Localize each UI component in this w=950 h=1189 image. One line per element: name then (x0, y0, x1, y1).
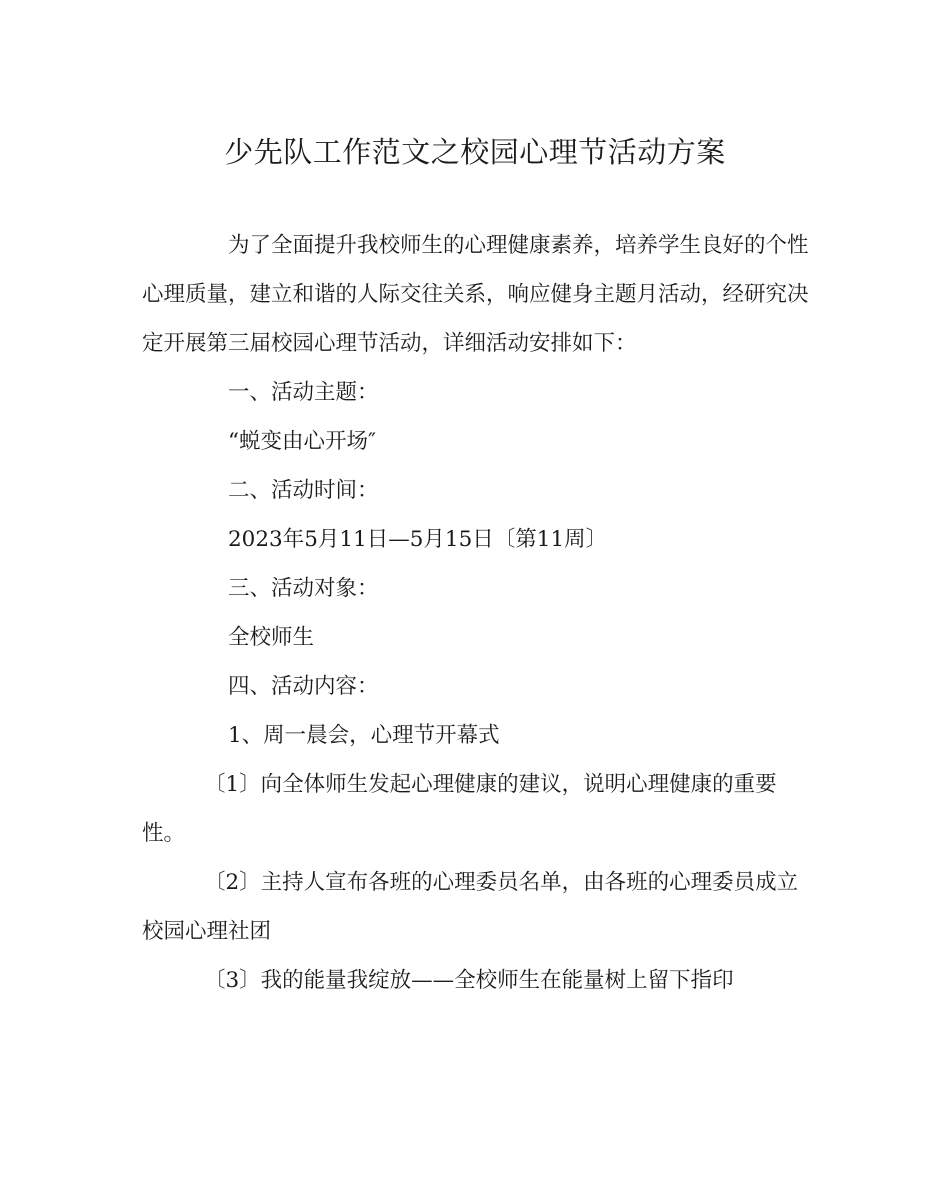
content-subitem-2: 〔2〕主持人宣布各班的心理委员名单，由各班的心理委员成立校园心理社团 (142, 870, 799, 944)
content-item-1: 1、周一晨会，心理节开幕式 (228, 723, 500, 748)
audience-text: 全校师生 (228, 625, 315, 650)
content-subitem-1: 〔1〕向全体师生发起心理健康的建议，说明心理健康的重要性。 (142, 772, 777, 846)
section-heading-content: 四、活动内容： (228, 674, 379, 699)
theme-text: “蜕变由心开场″ (228, 429, 377, 454)
content-subitem-3: 〔3〕我的能量我绽放——全校师生在能量树上留下指印 (204, 968, 734, 993)
section-heading-time: 二、活动时间： (228, 478, 379, 503)
intro-paragraph: 为了全面提升我校师生的心理健康素养，培养学生良好的个性心理质量，建立和谐的人际交往关系，响应健身主题月活动，经研究决定开展第三届校园心理节活动，详细活动安排如下： (142, 233, 809, 356)
section-heading-theme: 一、活动主题： (228, 380, 379, 405)
time-text: 2023年5月11日—5月15日〔第11周〕 (228, 527, 608, 552)
document-body (142, 221, 812, 1005)
section-heading-audience: 三、活动对象： (228, 576, 379, 601)
document-title: 少先队工作范文之校园心理节活动方案 (224, 135, 726, 169)
